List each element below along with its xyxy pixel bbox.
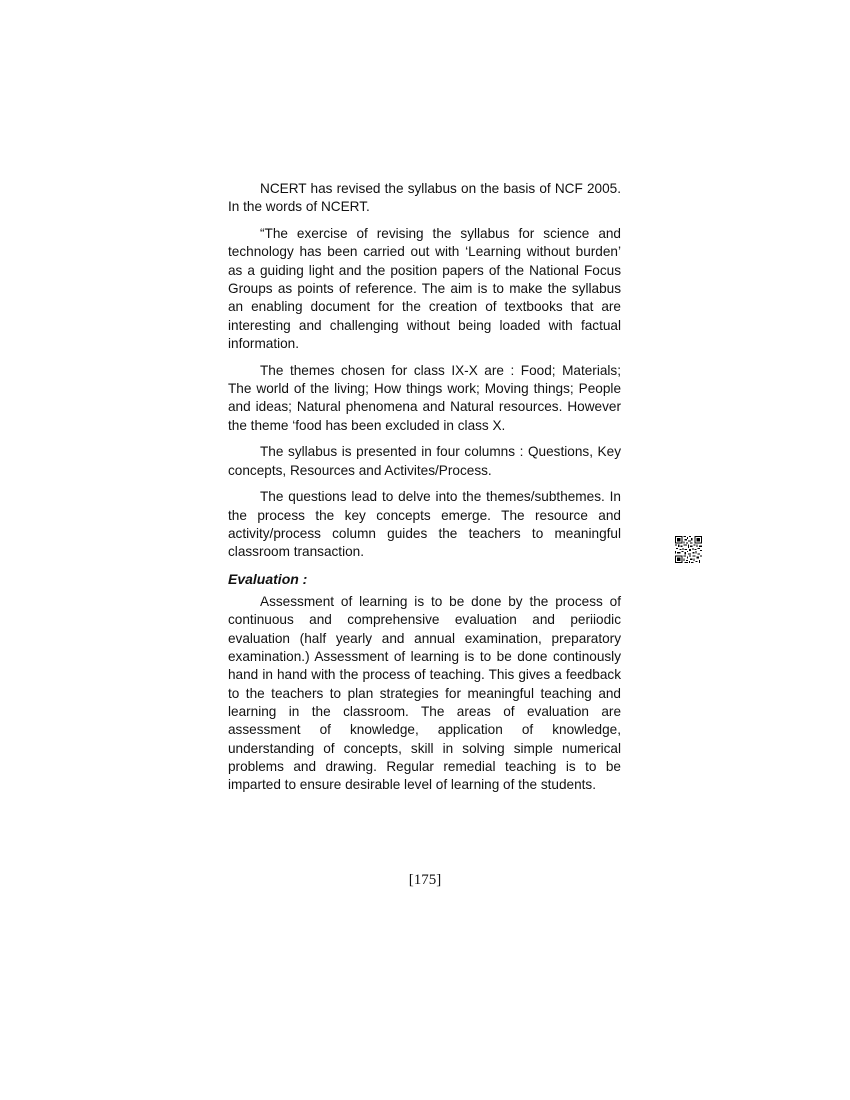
paragraph-themes: The themes chosen for class IX-X are : Food; Materials; The world of the living; How things work; Moving things; People and ideas; Natural phenomena and Natural resources. However the theme ‘food has been excluded in class X.	[228, 362, 621, 433]
paragraph-questions: The questions lead to delve into the themes/subthemes. In the process the key concepts emerge. The resource and activity/process column guides the teachers to meaningful classroom transaction.	[228, 489, 621, 560]
paragraph-evaluation: Assessment of learning is to be done by the process of continuous and comprehensive evaluation and periiodic evaluation (half yearly and annual examination, preparatory examination.) Assessment of learning is to be done continously hand in hand with the process of teaching. This gives a feedback to the teachers to plan strategies for meaningful teaching and learning in the classroom. The areas of evaluation are assessment of knowledge, application of knowledge, understanding of concepts, skill in solving simple numerical problems and drawing. Regular remedial teaching is to be imparted to ensure desirable level of learning of the students.	[228, 594, 621, 793]
page-number: [175]	[408, 872, 442, 888]
paragraph-ncert-quote: “The exercise of revising the syllabus for science and technology has been carried out with ‘Learning without burden’ as a guiding light and the position papers of the National Focus Groups as points of reference. The aim is to make the syllabus an enabling document for the creation of textbooks that are interesting and challenging without being loaded with factual information.	[228, 226, 621, 351]
evaluation-heading: Evaluation :	[228, 571, 308, 588]
paragraph-ncert-revision: NCERT has revised the syllabus on the basis of NCF 2005. In the words of NCERT.	[228, 181, 621, 215]
body-text-column	[228, 180, 621, 803]
qr-code-icon	[675, 536, 702, 563]
paragraph-syllabus-columns: The syllabus is presented in four columns : Questions, Key concepts, Resources and Activites/Process.	[228, 444, 621, 478]
